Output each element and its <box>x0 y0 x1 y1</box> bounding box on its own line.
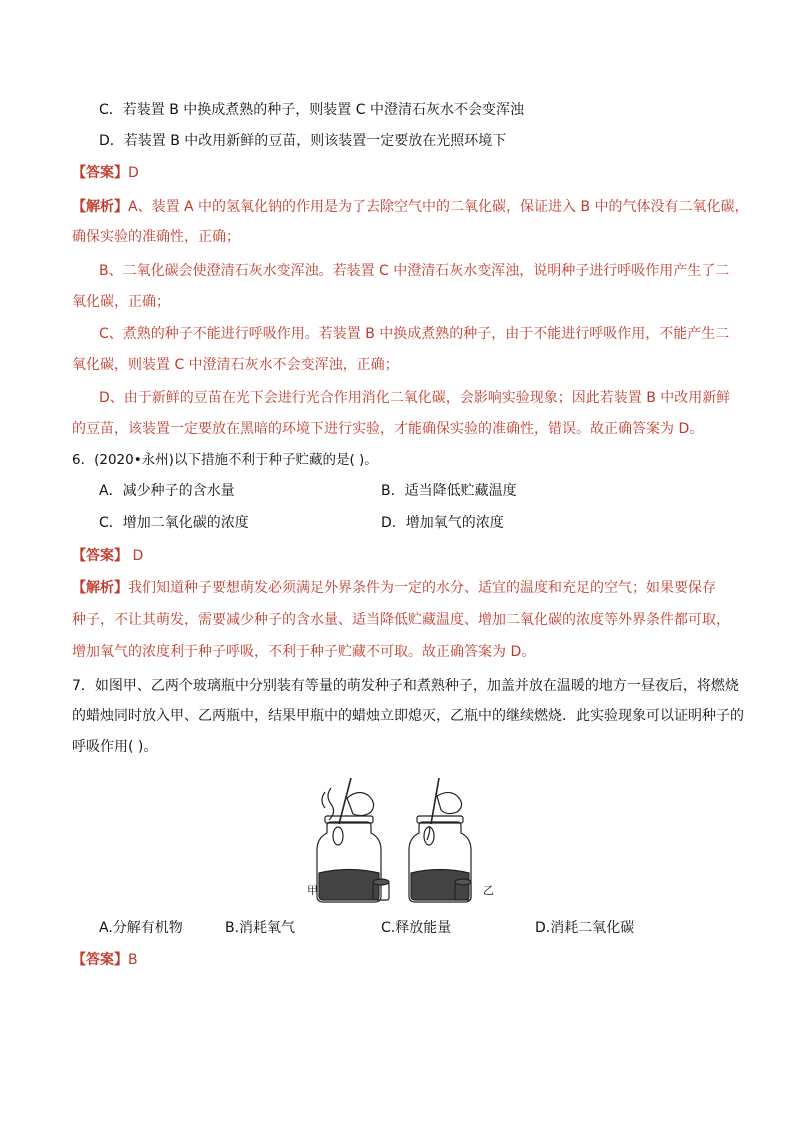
q5-analysis-d-line-1: D、由于新鲜的豆苗在光下会进行光合作用消化二氧化碳，会影响实验现象；因此若装置 B 中改用新鲜 <box>99 390 731 406</box>
answer-tag: 【答案】 <box>72 165 128 181</box>
analysis-tag: 【解析】 <box>72 199 128 215</box>
analysis-text: A、装置 A 中的氢氧化钠的作用是为了去除空气中的二氧化碳，保证进入 B 中的气体没有二氧化碳， <box>128 199 749 215</box>
q5-option-d: D．若装置 B 中改用新鲜的豆苗，则该装置一定要放在光照环境下 <box>99 133 507 149</box>
bottles-experiment-figure <box>305 778 500 906</box>
q6-analysis-line-3: 增加氧气的浓度利于种子呼吸，不利于种子贮藏不可取。故正确答案为 D。 <box>72 644 536 660</box>
q5-analysis-c-line-1: C、煮熟的种子不能进行呼吸作用。若装置 B 中换成煮熟的种子，由于不能进行呼吸作用，不能产生二 <box>99 326 730 342</box>
q7-stem-line-3: 呼吸作用( )。 <box>72 739 158 755</box>
left-candle-spoon <box>333 827 343 845</box>
q6-analysis-line-2: 种子，不让其萌发，需要减少种子的含水量、适当降低贮藏温度、增加二氧化碳的浓度等外界条件都可取， <box>72 612 730 628</box>
q7-stem-line-1: 7．如图甲、乙两个玻璃瓶中分别装有等量的萌发种子和煮熟种子，加盖并放在温暖的地方一昼夜后，将燃烧 <box>72 678 739 694</box>
q6-option-b: B．适当降低贮藏温度 <box>381 483 517 499</box>
q7-option-b: B.消耗氧气 <box>225 920 296 936</box>
q5-analysis-a-line-1 <box>72 197 749 217</box>
q6-option-a: A．减少种子的含水量 <box>99 483 235 499</box>
left-smoke-2 <box>322 792 325 808</box>
right-small-jar-lid <box>455 879 471 885</box>
right-hand <box>437 792 462 813</box>
q5-option-c: C．若装置 B 中换成煮熟的种子，则装置 C 中澄清石灰水不会变浑浊 <box>99 102 524 118</box>
q6-stem: 6．(2020•永州)以下措施不利于种子贮藏的是( )。 <box>72 452 378 468</box>
q6-answer-line <box>72 546 143 566</box>
analysis-tag: 【解析】 <box>72 580 128 596</box>
q5-analysis-a-line-2: 确保实验的准确性，正确； <box>72 229 240 245</box>
q7-option-a: A.分解有机物 <box>99 920 183 936</box>
q5-analysis-d-line-2: 的豆苗，该装置一定要放在黑暗的环境下进行实验，才能确保实验的准确性，错误。故正确答案为 D。 <box>72 421 704 437</box>
answer-value: D <box>132 548 144 564</box>
q5-analysis-c-line-2: 氧化碳，则装置 C 中澄清石灰水不会变浑浊，正确； <box>72 357 399 373</box>
answer-value: D <box>128 165 139 181</box>
figure-label-jia: 甲 <box>307 884 318 897</box>
left-spoon-handle <box>339 778 351 824</box>
q5-analysis-b-line-2: 氧化碳，正确； <box>72 294 170 310</box>
answer-tag: 【答案】 <box>72 952 128 968</box>
answer-value: B <box>128 952 138 968</box>
q7-stem-line-2: 的蜡烛同时放入甲、乙两瓶中，结果甲瓶中的蜡烛立即熄灭，乙瓶中的继续燃烧．此实验现象可以证明种子的 <box>72 708 744 724</box>
q5-analysis-b-line-1: B、二氧化碳会使澄清石灰水变浑浊。若装置 C 中澄清石灰水变浑浊，说明种子进行呼吸作用产生了二 <box>99 263 730 279</box>
answer-tag: 【答案】 <box>72 548 128 564</box>
q6-analysis-line-1 <box>72 578 716 598</box>
q7-option-d: D.消耗二氧化碳 <box>535 920 635 936</box>
analysis-text: 我们知道种子要想萌发必须满足外界条件为一定的水分、适宜的温度和充足的空气；如果要保存 <box>128 580 716 596</box>
left-bottle-seeds <box>319 870 379 901</box>
left-hand <box>347 792 374 815</box>
q7-answer-line <box>72 950 138 970</box>
bottles-illustration <box>305 778 500 906</box>
q6-option-d: D．增加氧气的浓度 <box>381 515 504 531</box>
left-smoke <box>328 788 334 820</box>
q5-answer-line <box>72 163 139 183</box>
q7-option-c: C.释放能量 <box>381 920 452 936</box>
right-spoon-handle <box>431 778 439 824</box>
q6-option-c: C．增加二氧化碳的浓度 <box>99 515 249 531</box>
left-small-jar-lid <box>373 879 389 885</box>
figure-label-yi: 乙 <box>483 884 494 897</box>
